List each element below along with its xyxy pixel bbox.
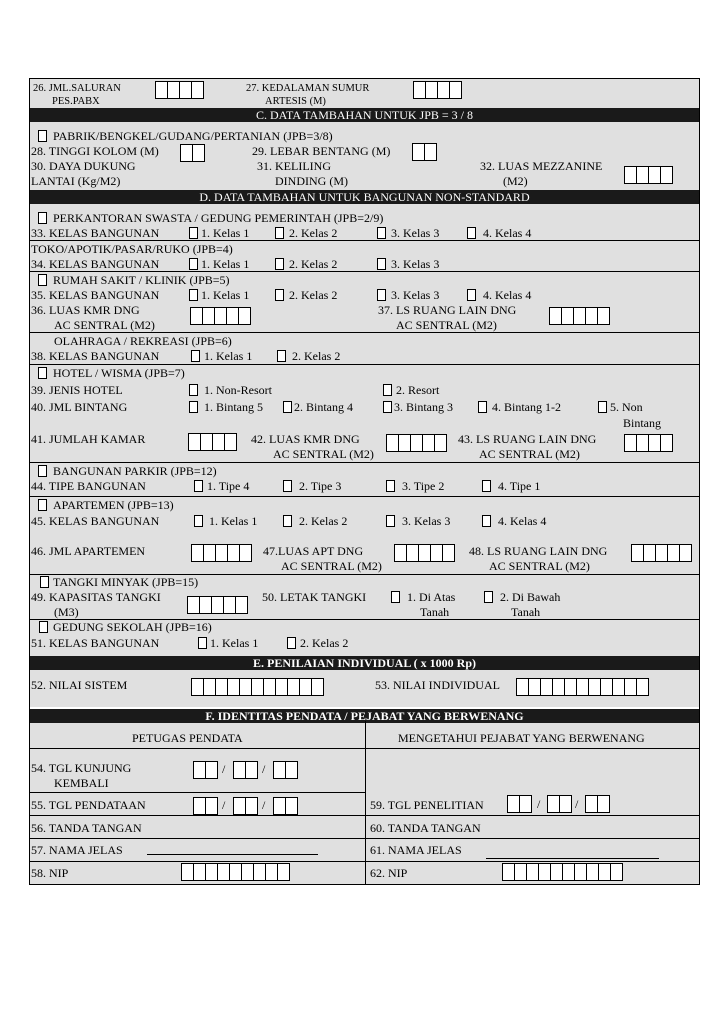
field-54-label-line2: KEMBALI [54, 776, 109, 790]
field-45-option-kelas2[interactable] [283, 515, 292, 527]
field-35-label: 35. KELAS BANGUNAN [31, 288, 160, 302]
field-34-option-kelas2-label: 2. Kelas 2 [289, 257, 338, 271]
field-42-input[interactable] [386, 434, 447, 452]
field-33-option-kelas3[interactable] [377, 227, 386, 239]
field-35-option-kelas2-label: 2. Kelas 2 [289, 288, 338, 302]
field-50-option-atas-label-line2: Tanah [420, 605, 450, 619]
field-38-option-kelas1[interactable] [191, 350, 200, 362]
field-34-option-kelas3-label: 3. Kelas 3 [391, 257, 440, 271]
field-40-option-2-label: 2. Bintang 4 [294, 400, 353, 414]
right-column-heading: MENGETAHUI PEJABAT YANG BERWENANG [398, 731, 645, 745]
divider [30, 815, 699, 816]
checkbox-pabrik[interactable] [38, 130, 47, 142]
field-37-input[interactable] [549, 307, 610, 325]
field-36-label-line2: AC SENTRAL (M2) [54, 318, 155, 332]
field-41-label: 41. JUMLAH KAMAR [31, 432, 146, 446]
field-51-option-kelas1-label: 1. Kelas 1 [210, 636, 259, 650]
date-separator: / [222, 762, 226, 776]
field-61-label: 61. NAMA JELAS [370, 843, 462, 857]
field-49-label-line2: (M3) [54, 605, 79, 619]
field-40-option-5-label-line2: Bintang [623, 416, 661, 430]
field-48-input[interactable] [631, 544, 692, 562]
field-51-option-kelas2-label: 2. Kelas 2 [300, 636, 349, 650]
category-hotel: HOTEL / WISMA (JPB=7) [53, 366, 185, 380]
category-sekolah: GEDUNG SEKOLAH (JPB=16) [53, 620, 212, 634]
date-separator: / [575, 797, 579, 811]
field-53-label: 53. NILAI INDIVIDUAL [375, 678, 500, 692]
field-40-option-4[interactable] [478, 401, 487, 413]
field-59-label: 59. TGL PENELITIAN [370, 798, 484, 812]
spop-form-page [29, 78, 700, 885]
field-26-label-line2: PES.PABX [52, 96, 100, 107]
field-33-option-kelas4[interactable] [467, 227, 476, 239]
field-48-label-line1: 48. LS RUANG LAIN DNG [469, 544, 608, 558]
field-34-option-kelas1-label: 1. Kelas 1 [201, 257, 250, 271]
field-41-input[interactable] [188, 433, 237, 451]
date-separator: / [537, 797, 541, 811]
category-olahraga: OLAHRAGA / REKREASI (JPB=6) [54, 334, 232, 348]
field-60-label: 60. TANDA TANGAN [370, 821, 481, 835]
section-d-title: D. DATA TAMBAHAN UNTUK BANGUNAN NON-STANDARD [30, 190, 699, 204]
field-40-option-1-label: 1. Bintang 5 [204, 400, 263, 414]
field-34-option-kelas1[interactable] [189, 258, 198, 270]
field-36-label-line1: 36. LUAS KMR DNG [31, 303, 140, 317]
field-55-year[interactable] [273, 797, 298, 815]
category-toko: TOKO/APOTIK/PASAR/RUKO (JPB=4) [31, 242, 233, 256]
category-parkir: BANGUNAN PARKIR (JPB=12) [53, 464, 217, 478]
field-35-option-kelas1[interactable] [189, 289, 198, 301]
field-37-label-line2: AC SENTRAL (M2) [396, 318, 497, 332]
divider [30, 792, 365, 793]
field-50-label: 50. LETAK TANGKI [262, 590, 367, 604]
field-33-option-kelas3-label: 3. Kelas 3 [391, 226, 440, 240]
field-33-option-kelas2[interactable] [275, 227, 284, 239]
field-42-label-line1: 42. LUAS KMR DNG [251, 432, 360, 446]
field-32-label-line1: 32. LUAS MEZZANINE [480, 159, 603, 173]
field-33-option-kelas2-label: 2. Kelas 2 [289, 226, 338, 240]
field-34-label: 34. KELAS BANGUNAN [31, 257, 160, 271]
field-51-option-kelas1[interactable] [198, 637, 207, 649]
field-45-label: 45. KELAS BANGUNAN [31, 514, 160, 528]
field-43-label-line1: 43. LS RUANG LAIN DNG [458, 432, 597, 446]
field-56-label: 56. TANDA TANGAN [31, 821, 142, 835]
left-column-heading: PETUGAS PENDATA [132, 731, 243, 745]
field-40-option-5-label-line1: 5. Non [610, 400, 643, 414]
field-50-option-bawah-label-line2: Tanah [511, 605, 541, 619]
field-42-label-line2: AC SENTRAL (M2) [273, 447, 374, 461]
field-39-label: 39. JENIS HOTEL [31, 383, 123, 397]
section-c-title: C. DATA TAMBAHAN UNTUK JPB = 3 / 8 [30, 108, 699, 122]
field-32-label-line2: (M2) [503, 174, 528, 188]
field-44-option-tipe4-label: 1. Tipe 4 [207, 479, 250, 493]
field-44-option-tipe1[interactable] [482, 480, 491, 492]
field-59-day[interactable] [507, 795, 532, 813]
field-33-label: 33. KELAS BANGUNAN [31, 226, 160, 240]
field-35-option-kelas4-label: 4. Kelas 4 [483, 288, 532, 302]
field-53-input[interactable] [516, 678, 649, 696]
field-28-label: 28. TINGGI KOLOM (M) [31, 144, 159, 158]
field-40-option-3[interactable] [383, 401, 392, 413]
divider [30, 748, 699, 749]
field-48-label-line2: AC SENTRAL (M2) [489, 559, 590, 573]
field-45-option-kelas2-label: 2. Kelas 2 [299, 514, 348, 528]
field-33-option-kelas1-label: 1. Kelas 1 [201, 226, 250, 240]
field-45-option-kelas3[interactable] [386, 515, 395, 527]
field-27-input[interactable] [413, 81, 462, 99]
checkbox-rumah-sakit[interactable] [38, 274, 47, 286]
field-40-option-5[interactable] [598, 401, 607, 413]
divider [30, 332, 699, 333]
field-35-option-kelas2[interactable] [275, 289, 284, 301]
field-46-input[interactable] [191, 544, 252, 562]
date-separator: / [262, 762, 266, 776]
field-34-option-kelas3[interactable] [377, 258, 386, 270]
field-44-option-tipe2[interactable] [386, 480, 395, 492]
field-45-option-kelas3-label: 3. Kelas 3 [402, 514, 451, 528]
category-rumah-sakit: RUMAH SAKIT / KLINIK (JPB=5) [53, 273, 230, 287]
date-separator: / [222, 798, 226, 812]
field-44-option-tipe4[interactable] [194, 480, 203, 492]
divider [30, 364, 699, 365]
field-38-option-kelas1-label: 1. Kelas 1 [204, 349, 253, 363]
field-27-label-line1: 27. KEDALAMAN SUMUR [246, 83, 370, 94]
field-58-label: 58. NIP [31, 866, 69, 880]
field-50-option-bawah-label-line1: 2. Di Bawah [500, 590, 561, 604]
category-pabrik: PABRIK/BENGKEL/GUDANG/PERTANIAN (JPB=3/8) [53, 129, 333, 143]
field-36-input[interactable] [190, 307, 251, 325]
field-31-label-line2: DINDING (M) [275, 174, 348, 188]
field-57-signature-line[interactable] [147, 854, 318, 855]
field-46-label: 46. JML APARTEMEN [31, 544, 146, 558]
date-separator: / [262, 798, 266, 812]
field-40-option-1[interactable] [189, 401, 198, 413]
field-59-year[interactable] [585, 795, 610, 813]
field-52-label: 52. NILAI SISTEM [31, 678, 128, 692]
field-61-signature-line[interactable] [486, 858, 659, 859]
field-37-label-line1: 37. LS RUANG LAIN DNG [378, 303, 517, 317]
field-47-input[interactable] [394, 544, 455, 562]
field-49-input[interactable] [187, 596, 248, 614]
field-44-option-tipe3[interactable] [283, 480, 292, 492]
field-44-option-tipe3-label: 2. Tipe 3 [299, 479, 342, 493]
category-apartemen: APARTEMEN (JPB=13) [53, 498, 174, 512]
field-59-month[interactable] [547, 795, 572, 813]
field-45-option-kelas4-label: 4. Kelas 4 [498, 514, 547, 528]
field-28-input[interactable] [180, 144, 205, 162]
field-33-option-kelas4-label: 4. Kelas 4 [483, 226, 532, 240]
divider [30, 861, 699, 862]
checkbox-hotel[interactable] [38, 367, 47, 379]
field-32-input[interactable] [624, 166, 673, 184]
section-f-title: F. IDENTITAS PENDATA / PEJABAT YANG BERWENANG [30, 709, 699, 723]
field-35-option-kelas1-label: 1. Kelas 1 [201, 288, 250, 302]
field-38-option-kelas2[interactable] [277, 350, 286, 362]
divider [30, 271, 699, 272]
field-54-year[interactable] [273, 761, 298, 779]
field-54-month[interactable] [233, 761, 258, 779]
checkbox-tangki[interactable] [40, 576, 49, 588]
field-45-option-kelas4[interactable] [482, 515, 491, 527]
field-27-label-line2: ARTESIS (M) [265, 96, 326, 107]
field-39-option-non-resort[interactable] [189, 384, 198, 396]
field-35-option-kelas3-label: 3. Kelas 3 [391, 288, 440, 302]
field-55-month[interactable] [233, 797, 258, 815]
field-29-label: 29. LEBAR BENTANG (M) [252, 144, 391, 158]
field-50-option-atas-label-line1: 1. Di Atas [407, 590, 456, 604]
field-62-input[interactable] [502, 863, 623, 881]
field-33-option-kelas1[interactable] [189, 227, 198, 239]
field-45-option-kelas1[interactable] [194, 515, 203, 527]
field-55-day[interactable] [193, 797, 218, 815]
category-perkantoran: PERKANTORAN SWASTA / GEDUNG PEMERINTAH (JPB=2/9) [53, 211, 384, 225]
divider [30, 496, 699, 497]
field-50-option-atas[interactable] [391, 591, 400, 603]
field-57-label: 57. NAMA JELAS [31, 843, 123, 857]
field-34-option-kelas2[interactable] [275, 258, 284, 270]
field-38-label: 38. KELAS BANGUNAN [31, 349, 160, 363]
field-43-input[interactable] [624, 434, 673, 452]
field-29-input[interactable] [412, 143, 437, 161]
category-tangki: TANGKI MINYAK (JPB=15) [53, 575, 199, 589]
field-40-option-2[interactable] [283, 401, 292, 413]
field-40-label: 40. JML BINTANG [31, 400, 128, 414]
field-55-label: 55. TGL PENDATAAN [31, 798, 146, 812]
checkbox-parkir[interactable] [38, 465, 47, 477]
checkbox-perkantoran[interactable] [38, 212, 47, 224]
field-52-input[interactable] [191, 678, 324, 696]
field-38-option-kelas2-label: 2. Kelas 2 [292, 349, 341, 363]
field-43-label-line2: AC SENTRAL (M2) [479, 447, 580, 461]
field-35-option-kelas4[interactable] [467, 289, 476, 301]
field-58-input[interactable] [181, 863, 290, 881]
field-30-label-line1: 30. DAYA DUKUNG [31, 159, 136, 173]
field-35-option-kelas3[interactable] [377, 289, 386, 301]
section-e-title: E. PENILAIAN INDIVIDUAL ( x 1000 Rp) [30, 656, 699, 670]
field-30-label-line2: LANTAI (Kg/M2) [31, 174, 121, 188]
field-40-option-4-label: 4. Bintang 1-2 [492, 400, 561, 414]
field-51-option-kelas2[interactable] [287, 637, 296, 649]
divider [30, 240, 699, 241]
field-45-option-kelas1-label: 1. Kelas 1 [209, 514, 258, 528]
field-26-label-line1: 26. JML.SALURAN [33, 83, 121, 94]
divider [30, 462, 699, 463]
field-39-option-resort-label: 2. Resort [396, 383, 440, 397]
field-44-option-tipe2-label: 3. Tipe 2 [402, 479, 445, 493]
field-49-label-line1: 49. KAPASITAS TANGKI [31, 590, 161, 604]
checkbox-apartemen[interactable] [38, 499, 47, 511]
field-39-option-non-resort-label: 1. Non-Resort [204, 383, 272, 397]
field-54-label-line1: 54. TGL KUNJUNG [31, 761, 132, 775]
field-31-label-line1: 31. KELILING [257, 159, 331, 173]
field-62-label: 62. NIP [370, 866, 408, 880]
field-26-input[interactable] [155, 81, 204, 99]
field-40-option-3-label: 3. Bintang 3 [394, 400, 453, 414]
divider [30, 838, 699, 839]
field-47-label-line1: 47.LUAS APT DNG [263, 544, 364, 558]
field-39-option-resort[interactable] [383, 384, 392, 396]
field-44-option-tipe1-label: 4. Tipe 1 [498, 479, 541, 493]
field-50-option-bawah[interactable] [484, 591, 493, 603]
field-51-label: 51. KELAS BANGUNAN [31, 636, 160, 650]
field-47-label-line2: AC SENTRAL (M2) [281, 559, 382, 573]
checkbox-sekolah[interactable] [39, 621, 48, 633]
field-44-label: 44. TIPE BANGUNAN [31, 479, 146, 493]
field-54-day[interactable] [193, 761, 218, 779]
